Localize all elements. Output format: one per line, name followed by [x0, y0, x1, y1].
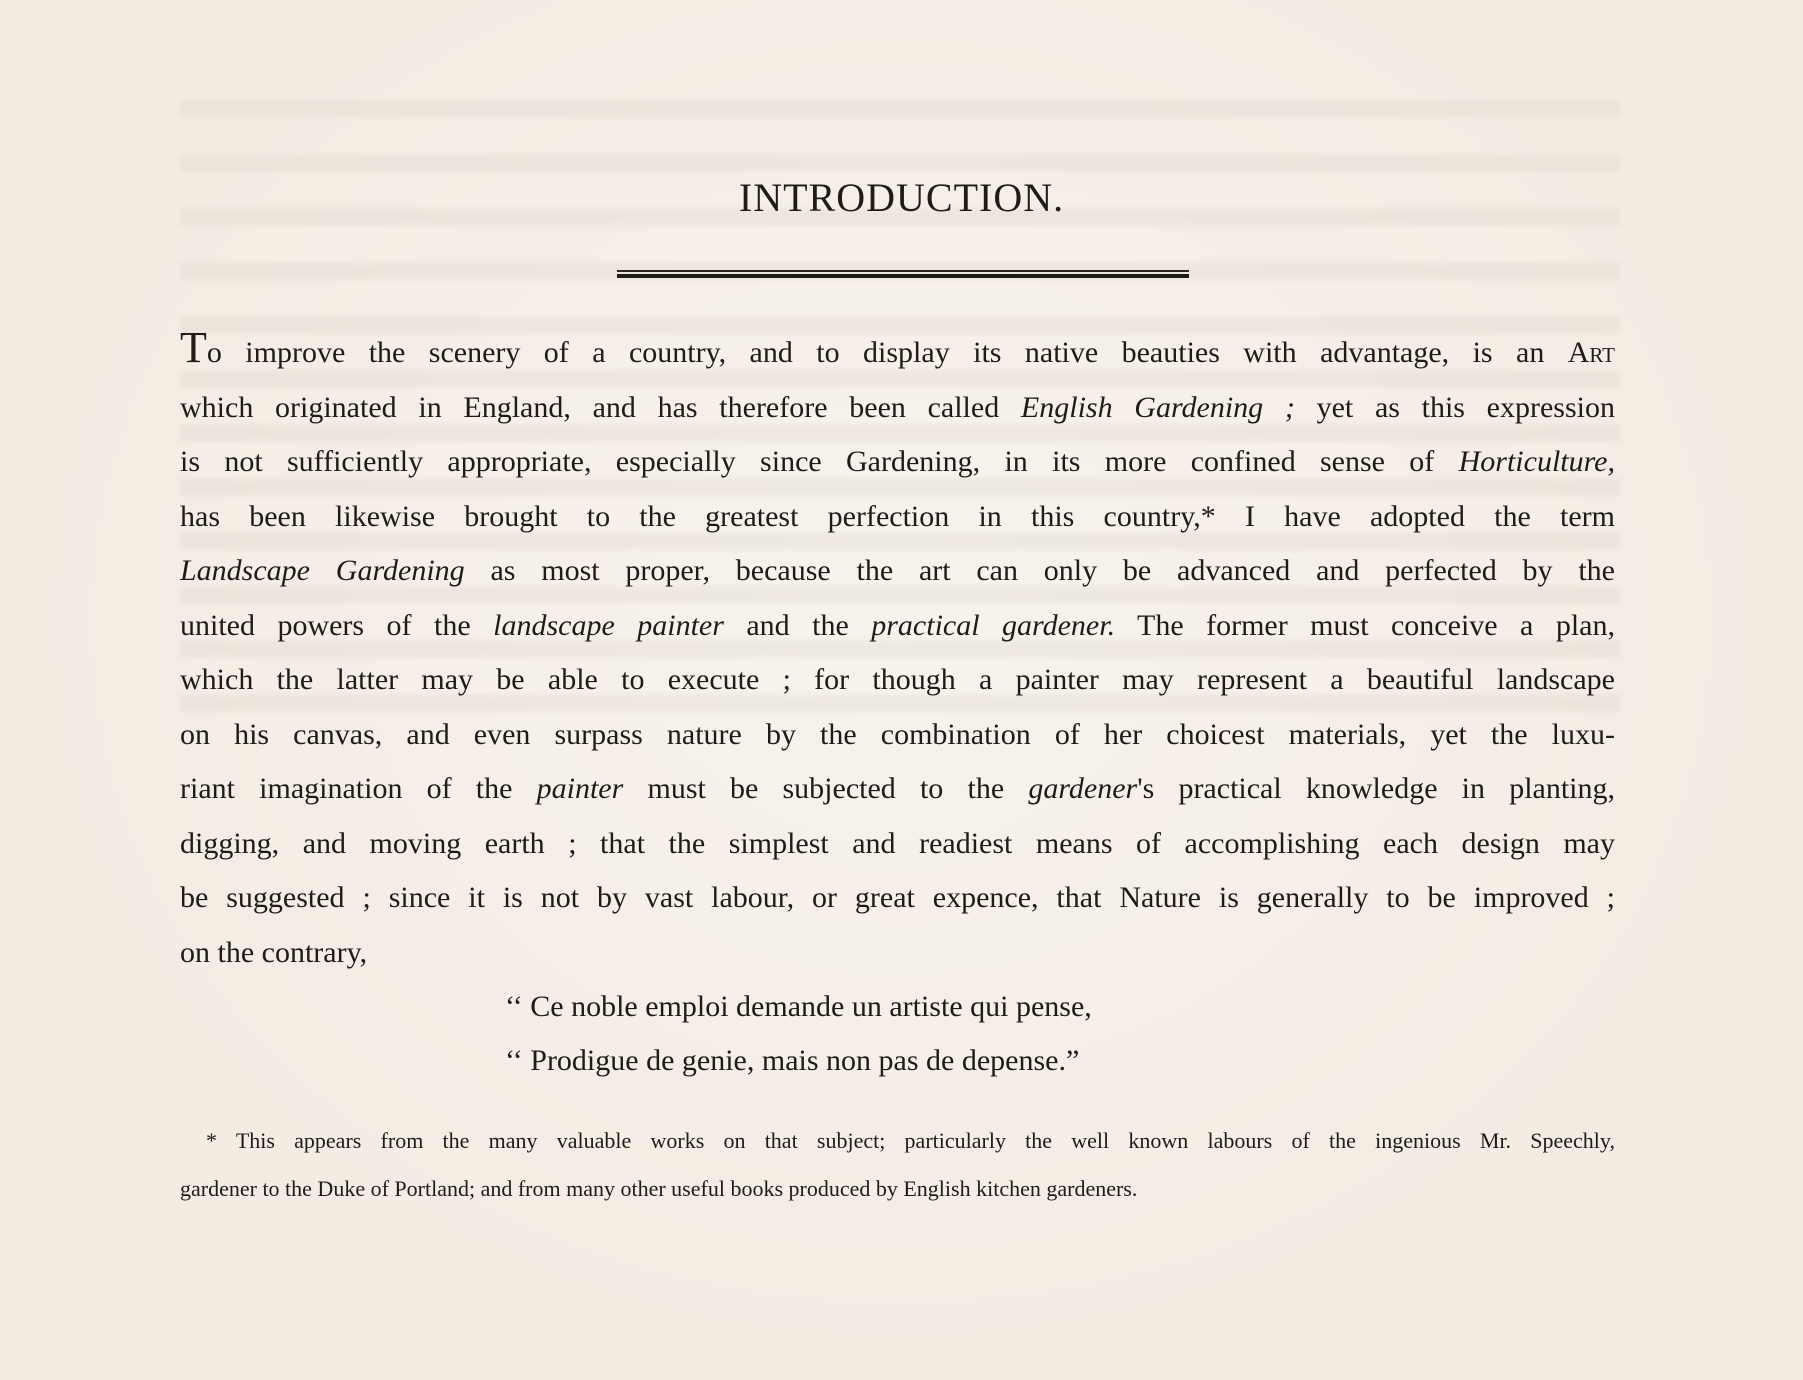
footnote-line-1: * This appears from the many valuable works on that subject; particularly the well known labours of the ingenious Mr. Speechly,	[206, 1128, 1615, 1153]
body-line: has been likewise brought to the greatest perfection in this country,* I have adopted the term	[180, 499, 1615, 533]
body-line: Landscape Gardening as most proper, because the art can only be advanced and perfected by the	[180, 554, 1615, 587]
body-line: on his canvas, and even surpass nature by the combination of her choicest materials, yet the luxu-	[180, 717, 1615, 751]
body-line: riant imagination of the painter must be subjected to the gardener's practical knowledge in planting,	[180, 772, 1616, 805]
quote-line-2: ‘‘ Prodigue de genie, mais non pas de depense.”	[505, 1044, 1080, 1077]
drop-cap: T	[180, 323, 207, 372]
body-line: which the latter may be able to execute ; for though a painter may represent a beautiful landscape	[180, 663, 1615, 696]
body-line: To improve the scenery of a country, and to display its native beauties with advantage, is an Art	[180, 323, 1615, 372]
body-line: on the contrary,	[180, 935, 368, 969]
body-line: united powers of the landscape painter and the practical gardener. The former must conceive a plan,	[180, 608, 1615, 642]
body-line: digging, and moving earth ; that the simplest and readiest means of accomplishing each design may	[180, 826, 1615, 860]
body-line: be suggested ; since it is not by vast labour, or great expence, that Nature is generally to be improved ;	[180, 881, 1615, 914]
quote-line-1: ‘‘ Ce noble emploi demande un artiste qui pense,	[505, 990, 1092, 1023]
page-title: INTRODUCTION.	[738, 175, 1065, 220]
title-rule	[617, 270, 1189, 280]
footnote-line-2: gardener to the Duke of Portland; and from many other useful books produced by English kitchen gardeners.	[180, 1176, 1138, 1201]
footnote	[180, 1117, 1615, 1213]
body-line: which originated in England, and has therefore been called English Gardening ; yet as this expression	[180, 390, 1615, 424]
body-line: is not sufficiently appropriate, especially since Gardening, in its more confined sense of Horticulture,	[180, 445, 1615, 478]
body-paragraph	[180, 323, 1616, 980]
french-quotation	[505, 980, 1092, 1088]
